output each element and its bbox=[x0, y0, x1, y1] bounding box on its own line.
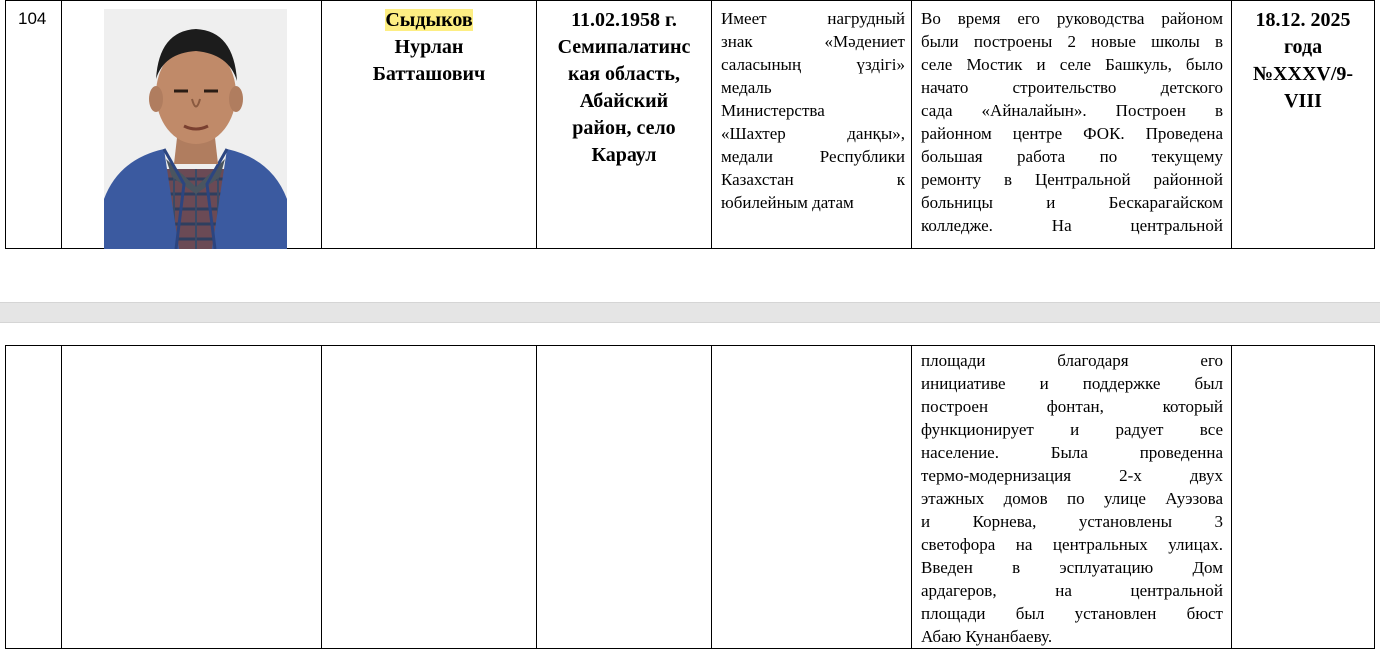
awards-line: Имеет нагрудный bbox=[721, 9, 905, 28]
decision-line: №XXXV/9- bbox=[1252, 63, 1354, 85]
bio-line: построен фонтан, который bbox=[921, 397, 1223, 416]
awards-line: юбилейным датам bbox=[721, 193, 854, 212]
bio-line: население. Была проведенна bbox=[921, 443, 1223, 462]
awards-text bbox=[712, 1, 912, 249]
awards-line: медаль bbox=[721, 78, 772, 97]
biography-text-continued bbox=[912, 346, 1232, 649]
given-name: Нурлан bbox=[394, 36, 464, 58]
birth-line: Абайский bbox=[579, 90, 669, 112]
deputy-name bbox=[322, 1, 537, 249]
photo-cell bbox=[62, 1, 322, 249]
bio-line: Во время его руководства районом bbox=[921, 9, 1223, 28]
bio-line: функционирует и радует все bbox=[921, 420, 1223, 439]
bio-line: Введен в эсплуатацию Дом bbox=[921, 558, 1223, 577]
birth-line: район, село bbox=[572, 117, 676, 139]
awards-line: знак «Мәдениет bbox=[721, 32, 905, 51]
bio-line: светофора на центральных улицах. bbox=[921, 535, 1223, 554]
patronymic: Батташович bbox=[372, 63, 486, 85]
bio-line: ардагеров, на центральной bbox=[921, 581, 1223, 600]
bio-line: большая работа по текущему bbox=[921, 147, 1223, 166]
bio-line: районном центре ФОК. Проведена bbox=[921, 124, 1223, 143]
biography-text bbox=[912, 1, 1232, 249]
birth-line: Караул bbox=[591, 144, 657, 166]
decision-info bbox=[1232, 1, 1375, 249]
portrait-photo bbox=[104, 9, 287, 249]
table-row bbox=[6, 1, 1375, 249]
awards-line: «Шахтер данқы», bbox=[721, 124, 905, 143]
empty-cell bbox=[322, 346, 537, 649]
awards-line: Казахстан к bbox=[721, 170, 905, 189]
empty-cell bbox=[62, 346, 322, 649]
bio-line: сада «Айналайын». Построен в bbox=[921, 101, 1223, 120]
birth-line: кая область, bbox=[567, 63, 681, 85]
deputy-table-fragment-1 bbox=[5, 0, 1375, 249]
empty-cell bbox=[712, 346, 912, 649]
bio-line: были построены 2 новые школы в bbox=[921, 32, 1223, 51]
bio-line: начато строительство детского bbox=[921, 78, 1223, 97]
bio-line: колледже. На центральной bbox=[921, 216, 1223, 235]
bio-line: этажных домов по улице Ауэзова bbox=[921, 489, 1223, 508]
bio-line: больницы и Бескарагайском bbox=[921, 193, 1223, 212]
bio-line: Абаю Кунанбаеву. bbox=[921, 627, 1053, 646]
deputy-table-fragment-2 bbox=[5, 345, 1375, 649]
birth-line: 11.02.1958 г. bbox=[571, 9, 677, 31]
awards-line: саласының үздігі» bbox=[721, 55, 905, 74]
table-row bbox=[6, 346, 1375, 649]
surname-highlighted: Сыдыков bbox=[385, 9, 473, 31]
bio-line: площади благодаря его bbox=[921, 351, 1223, 370]
empty-cell bbox=[6, 346, 62, 649]
decision-line: VIII bbox=[1284, 90, 1322, 112]
bio-line: и Корнева, установлены 3 bbox=[921, 512, 1223, 531]
bio-line: ремонту в Центральной районной bbox=[921, 170, 1223, 189]
row-number: 104 bbox=[6, 1, 62, 249]
bio-line: термо-модернизация 2-х двух bbox=[921, 466, 1223, 485]
decision-line: 18.12. 2025 bbox=[1255, 9, 1351, 31]
empty-cell bbox=[1232, 346, 1375, 649]
decision-line: года bbox=[1283, 36, 1323, 58]
birth-info bbox=[537, 1, 712, 249]
bio-line: инициативе и поддержке был bbox=[921, 374, 1223, 393]
birth-line: Семипалатинс bbox=[557, 36, 691, 58]
empty-cell bbox=[537, 346, 712, 649]
awards-line: медали Республики bbox=[721, 147, 905, 166]
page-break-separator bbox=[0, 302, 1380, 323]
bio-line: селе Мостик и селе Башкуль, было bbox=[921, 55, 1223, 74]
awards-line: Министерства bbox=[721, 101, 825, 120]
bio-line: площади был установлен бюст bbox=[921, 604, 1223, 623]
